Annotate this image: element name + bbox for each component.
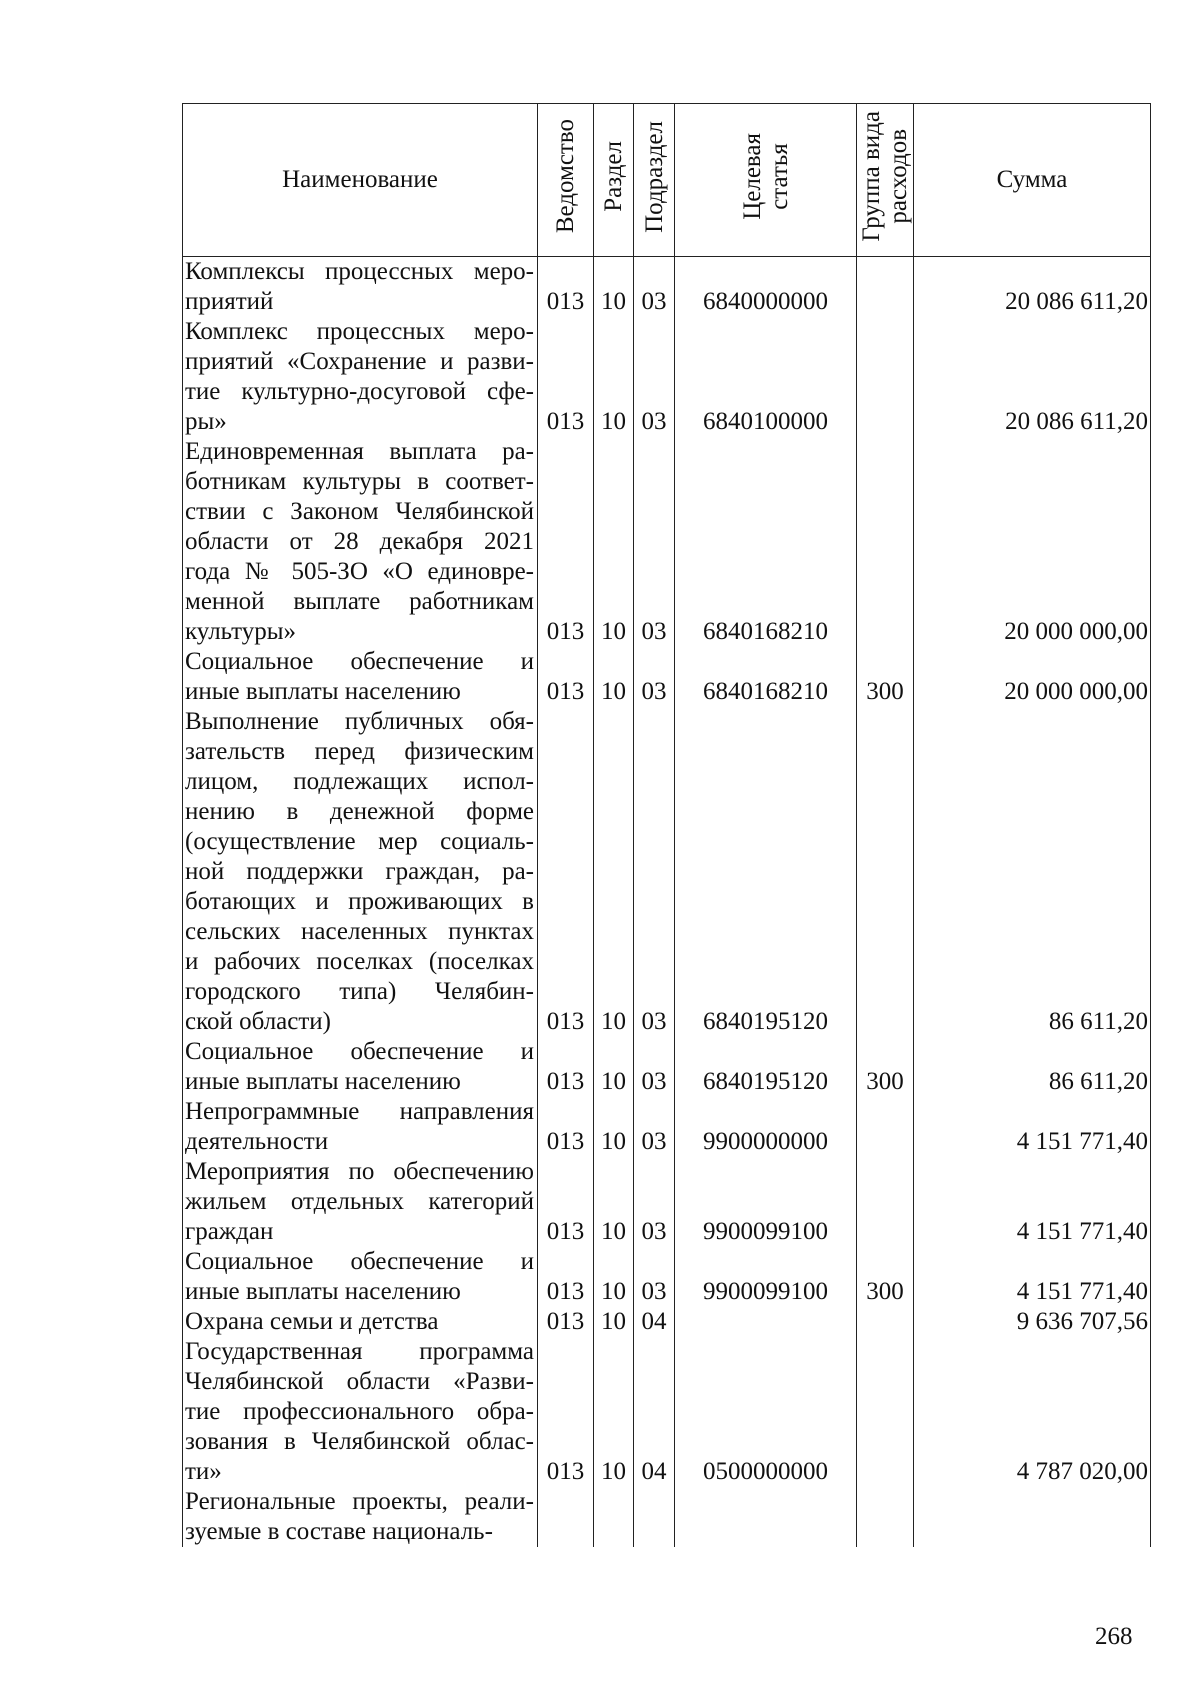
cell-celevaya-statya: 6840168210 — [675, 437, 857, 647]
cell-name-line: ры» — [185, 408, 227, 435]
header-gruppa-label-2: расходов — [885, 129, 912, 224]
cell-celevaya-statya: 6840195120 — [675, 707, 857, 1037]
header-razdel-label: Раздел — [600, 141, 627, 212]
cell-podrazdel: 04 — [634, 1307, 675, 1337]
cell-gruppa-vida-rashodov — [857, 1337, 914, 1487]
cell-name — [183, 707, 538, 1037]
table-body — [183, 257, 1151, 1548]
table-row — [183, 707, 1151, 1037]
cell-name-line: ботающих и проживающих в — [185, 888, 534, 915]
cell-name-line: Социальное обеспечение и — [185, 1248, 534, 1275]
table-row — [183, 647, 1151, 707]
table-row — [183, 1337, 1151, 1487]
header-podrazdel-label: Подраздел — [640, 120, 668, 233]
cell-gruppa-vida-rashodov: 300 — [857, 1037, 914, 1097]
cell-podrazdel: 03 — [634, 707, 675, 1037]
cell-name-line: области от 28 декабря 2021 — [185, 528, 534, 555]
cell-vedomstvo: 013 — [538, 1037, 594, 1097]
cell-summa: 4 151 771,40 — [914, 1097, 1151, 1157]
cell-name — [183, 1157, 538, 1247]
cell-name-line: Региональные проекты, реали- — [185, 1488, 534, 1515]
cell-name-line: Единовременная выплата ра- — [185, 438, 534, 465]
cell-name-line: ствии с Законом Челябинской — [185, 498, 534, 525]
cell-gruppa-vida-rashodov — [857, 1157, 914, 1247]
cell-summa: 86 611,20 — [914, 707, 1151, 1037]
cell-name — [183, 1307, 538, 1337]
cell-vedomstvo: 013 — [538, 707, 594, 1037]
cell-razdel: 10 — [594, 1307, 634, 1337]
cell-razdel: 10 — [594, 647, 634, 707]
cell-gruppa-vida-rashodov — [857, 707, 914, 1037]
header-vedomstvo — [538, 104, 594, 257]
cell-summa: 4 787 020,00 — [914, 1337, 1151, 1487]
cell-podrazdel: 03 — [634, 437, 675, 647]
table-row — [183, 1097, 1151, 1157]
cell-name-line: ти» — [185, 1458, 222, 1485]
cell-celevaya-statya: 9900099100 — [675, 1247, 857, 1307]
cell-name — [183, 1337, 538, 1487]
cell-name-line: ской области) — [185, 1008, 331, 1035]
cell-razdel: 10 — [594, 1157, 634, 1247]
cell-name — [183, 1037, 538, 1097]
cell-podrazdel: 03 — [634, 257, 675, 318]
cell-name-line: менной выплате работникам — [185, 588, 534, 615]
cell-summa — [914, 1487, 1151, 1547]
cell-summa: 20 000 000,00 — [914, 437, 1151, 647]
cell-name-line: граждан — [185, 1218, 274, 1245]
cell-name-line: Социальное обеспечение и — [185, 1038, 534, 1065]
cell-vedomstvo: 013 — [538, 437, 594, 647]
cell-name — [183, 257, 538, 318]
cell-vedomstvo: 013 — [538, 1247, 594, 1307]
cell-gruppa-vida-rashodov — [857, 437, 914, 647]
cell-name-line: зуемые в составе националь- — [185, 1518, 493, 1545]
cell-name-line: зательств перед физическим — [185, 738, 534, 765]
cell-razdel: 10 — [594, 317, 634, 437]
header-gruppa-vida-rashodov — [857, 104, 914, 257]
cell-gruppa-vida-rashodov: 300 — [857, 647, 914, 707]
budget-table — [182, 103, 1151, 1547]
cell-name-line: приятий — [185, 288, 274, 315]
cell-name-line: приятий «Сохранение и разви- — [185, 348, 534, 375]
table-row — [183, 317, 1151, 437]
header-name-label: Наименование — [282, 166, 438, 193]
cell-celevaya-statya: 6840000000 — [675, 257, 857, 318]
cell-name-line: иные выплаты населению — [185, 1278, 461, 1305]
table-header — [183, 104, 1151, 257]
table-row — [183, 437, 1151, 647]
cell-name-line: года № 505-ЗО «О единовре- — [185, 558, 534, 585]
cell-podrazdel: 03 — [634, 1097, 675, 1157]
cell-summa: 4 151 771,40 — [914, 1157, 1151, 1247]
cell-name-line: Челябинской области «Разви- — [185, 1368, 534, 1395]
cell-vedomstvo: 013 — [538, 647, 594, 707]
cell-summa: 4 151 771,40 — [914, 1247, 1151, 1307]
cell-vedomstvo: 013 — [538, 1307, 594, 1337]
cell-vedomstvo: 013 — [538, 257, 594, 318]
cell-name — [183, 1487, 538, 1547]
cell-podrazdel: 04 — [634, 1337, 675, 1487]
cell-vedomstvo: 013 — [538, 1157, 594, 1247]
cell-name — [183, 647, 538, 707]
header-celevaya-label-1: Целевая — [738, 133, 766, 220]
page-number: 268 — [1095, 1623, 1133, 1650]
cell-name-line: Комплексы процессных меро- — [185, 258, 534, 285]
cell-vedomstvo: 013 — [538, 1097, 594, 1157]
cell-name-line: лицом, подлежащих испол- — [185, 768, 534, 795]
cell-name — [183, 1097, 538, 1157]
cell-podrazdel — [634, 1487, 675, 1547]
cell-gruppa-vida-rashodov — [857, 1307, 914, 1337]
cell-name — [183, 437, 538, 647]
cell-name-line: иные выплаты населению — [185, 678, 461, 705]
cell-podrazdel: 03 — [634, 1247, 675, 1307]
header-name — [183, 104, 538, 257]
cell-celevaya-statya: 9900099100 — [675, 1157, 857, 1247]
cell-podrazdel: 03 — [634, 1157, 675, 1247]
cell-gruppa-vida-rashodov — [857, 1487, 914, 1547]
cell-name-line: ной поддержки граждан, ра- — [185, 858, 534, 885]
table-row — [183, 1157, 1151, 1247]
cell-name-line: Комплекс процессных меро- — [185, 318, 534, 345]
header-celevaya-label-2: статья — [765, 143, 793, 210]
cell-vedomstvo: 013 — [538, 1337, 594, 1487]
cell-podrazdel: 03 — [634, 647, 675, 707]
header-razdel — [594, 104, 634, 257]
cell-name-line: городского типа) Челябин- — [185, 978, 534, 1005]
header-summa-label: Сумма — [996, 166, 1068, 193]
table-row — [183, 1037, 1151, 1097]
cell-razdel: 10 — [594, 707, 634, 1037]
cell-summa: 20 086 611,20 — [914, 257, 1151, 318]
cell-razdel: 10 — [594, 1247, 634, 1307]
cell-razdel: 10 — [594, 257, 634, 318]
cell-celevaya-statya: 6840195120 — [675, 1037, 857, 1097]
cell-podrazdel: 03 — [634, 317, 675, 437]
header-podrazdel — [634, 104, 675, 257]
cell-name — [183, 1247, 538, 1307]
cell-name-line: Социальное обеспечение и — [185, 648, 534, 675]
cell-name-line: (осуществление мер социаль- — [185, 828, 534, 855]
cell-name-line: тие профессионального обра- — [185, 1398, 534, 1425]
cell-name-line: Охрана семьи и детства — [185, 1308, 439, 1335]
cell-razdel: 10 — [594, 437, 634, 647]
cell-name-line: нению в денежной форме — [185, 798, 534, 825]
cell-celevaya-statya: 0500000000 — [675, 1337, 857, 1487]
table-row — [183, 1487, 1151, 1547]
cell-name-line: ботникам культуры в соответ- — [185, 468, 534, 495]
cell-celevaya-statya — [675, 1307, 857, 1337]
cell-name-line: Непрограммные направления — [185, 1098, 534, 1125]
cell-razdel: 10 — [594, 1037, 634, 1097]
table-row — [183, 257, 1151, 318]
cell-podrazdel: 03 — [634, 1037, 675, 1097]
cell-summa: 9 636 707,56 — [914, 1307, 1151, 1337]
table-row — [183, 1247, 1151, 1307]
cell-gruppa-vida-rashodov — [857, 1097, 914, 1157]
cell-celevaya-statya: 6840168210 — [675, 647, 857, 707]
cell-gruppa-vida-rashodov — [857, 257, 914, 318]
cell-gruppa-vida-rashodov: 300 — [857, 1247, 914, 1307]
cell-celevaya-statya: 9900000000 — [675, 1097, 857, 1157]
cell-vedomstvo — [538, 1487, 594, 1547]
cell-summa: 20 000 000,00 — [914, 647, 1151, 707]
cell-name — [183, 317, 538, 437]
cell-name-line: и рабочих поселках (поселках — [185, 948, 534, 975]
cell-razdel — [594, 1487, 634, 1547]
cell-celevaya-statya: 6840100000 — [675, 317, 857, 437]
cell-name-line: культуры» — [185, 618, 297, 645]
cell-name-line: тие культурно-досуговой сфе- — [185, 378, 534, 405]
cell-name-line: зования в Челябинской облас- — [185, 1428, 534, 1455]
cell-summa: 86 611,20 — [914, 1037, 1151, 1097]
header-gruppa-label-1: Группа вида — [858, 111, 885, 242]
header-vedomstvo-label: Ведомство — [552, 119, 579, 234]
cell-gruppa-vida-rashodov — [857, 317, 914, 437]
cell-razdel: 10 — [594, 1097, 634, 1157]
cell-summa: 20 086 611,20 — [914, 317, 1151, 437]
cell-vedomstvo: 013 — [538, 317, 594, 437]
cell-name-line: Государственная программа — [185, 1338, 534, 1365]
header-celevaya-statya — [675, 104, 857, 257]
cell-name-line: сельских населенных пунктах — [185, 918, 534, 945]
cell-celevaya-statya — [675, 1487, 857, 1547]
cell-name-line: Выполнение публичных обя- — [185, 708, 534, 735]
cell-name-line: жильем отдельных категорий — [185, 1188, 534, 1215]
cell-name-line: Мероприятия по обеспечению — [185, 1158, 534, 1185]
table-row — [183, 1307, 1151, 1337]
header-summa — [914, 104, 1151, 257]
cell-razdel: 10 — [594, 1337, 634, 1487]
cell-name-line: иные выплаты населению — [185, 1068, 461, 1095]
cell-name-line: деятельности — [185, 1128, 329, 1155]
